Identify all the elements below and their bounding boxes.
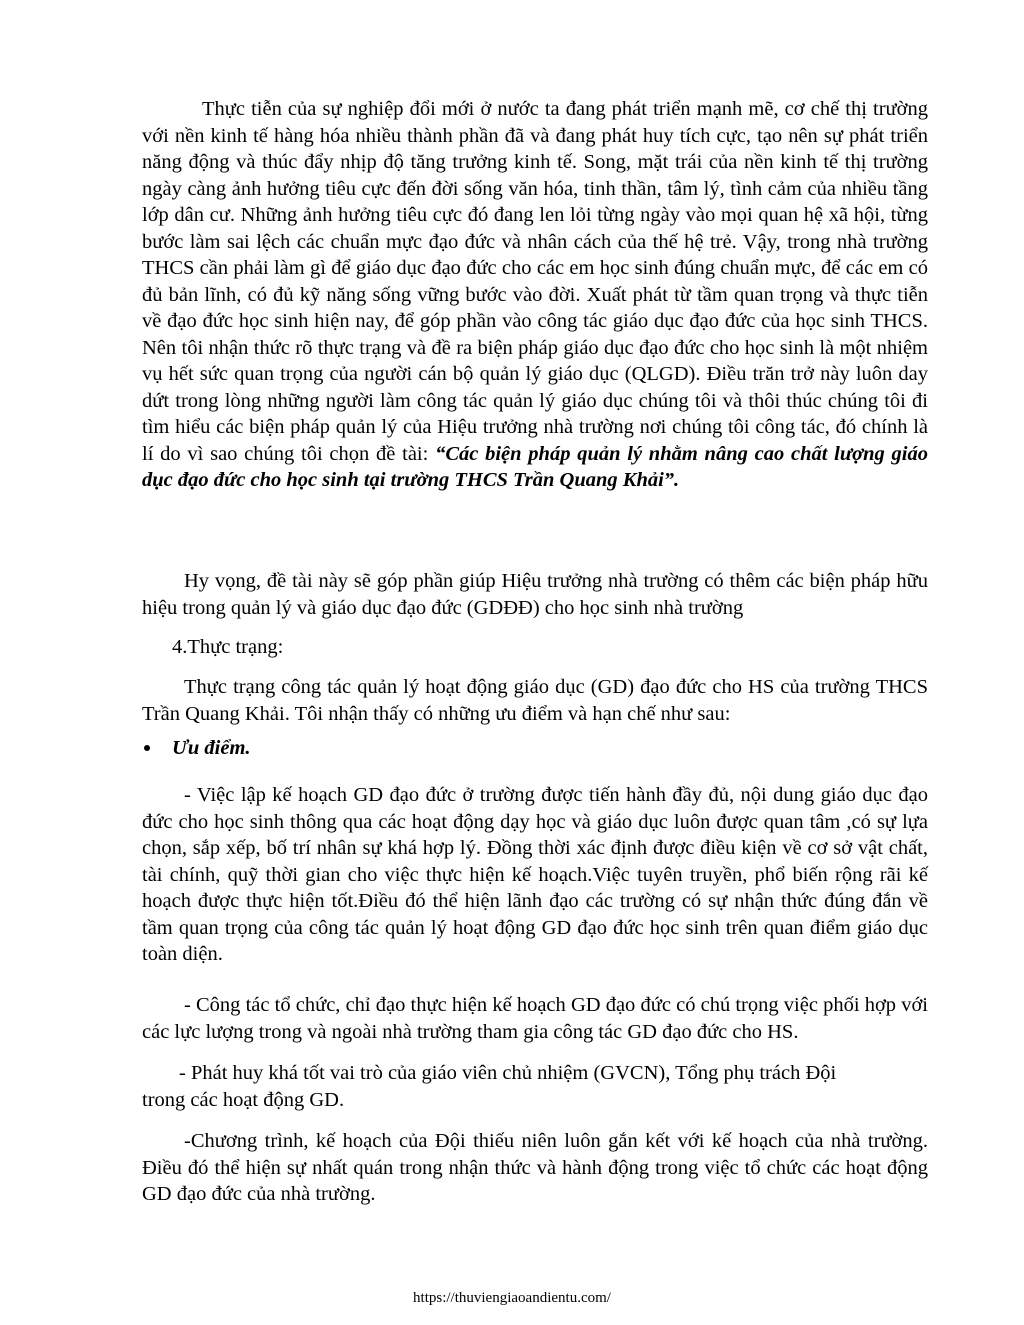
strength-homeroom-line1: - Phát huy khá tốt vai trò của giáo viên chủ nhiệm (GVCN), Tổng phụ trách Đội <box>179 1062 837 1084</box>
strength-planning-paragraph: - Việc lập kế hoạch GD đạo đức ở trường được tiến hành đầy đủ, nội dung giáo dục đạo đức cho học sinh thông qua các hoạt động dạy học và giáo dục luôn được quan tâm ,có sự lựa chọn, sắp xếp, bố trí nhân sự khá hợp lý. Đồng thời xác định được điều kiện về cơ sở vật chất, tài chính, quỹ thời gian cho việc thực hiện kế hoạch.Việc tuyên truyền, phổ biến rộng rãi kế hoạch được thực hiện tốt.Điều đó thể hiện lãnh đạo các trường có sự nhận thức đúng đắn về tầm quan trọng của công tác quản lý hoạt động GD đạo đức học sinh trên quan điểm giáo dục toàn diện. <box>142 784 928 965</box>
strengths-heading: Ưu điểm. <box>172 737 251 759</box>
hope-paragraph: Hy vọng, đề tài này sẽ góp phần giúp Hiệu trưởng nhà trường có thêm các biện pháp hữu hiệu trong quản lý và giáo dục đạo đức (GDĐĐ) cho học sinh nhà trường <box>142 570 928 619</box>
strength-youth-union-paragraph: -Chương trình, kế hoạch của Đội thiếu niên luôn gắn kết với kế hoạch của nhà trường. Điều đó thể hiện sự nhất quán trong nhận thức và hành động trong việc tổ chức các hoạt động GD đạo đức của nhà trường. <box>142 1130 928 1205</box>
footer-url[interactable]: https://thuviengiaoandientu.com/ <box>413 1290 611 1306</box>
bullet-dot-icon <box>144 745 150 751</box>
intro-text: Thực tiễn của sự nghiệp đổi mới ở nước ta đang phát triển mạnh mẽ, cơ chế thị trường với nền kinh tế hàng hóa nhiều thành phần đã và đang phát huy tích cực, tạo nên sự phát triển năng động và thúc đẩy nhịp độ tăng trưởng kinh tế. Song, mặt trái của nền kinh tế thị trường ngày càng ảnh hưởng tiêu cực đến đời sống văn hóa, tinh thần, tâm lý, tình cảm của nhiều tầng lớp dân cư. Những ảnh hưởng tiêu cực đó đang len lỏi từng ngày vào mọi quan hệ xã hội, từng bước làm sai lệch các chuẩn mực đạo đức và nhân cách của thế hệ trẻ. Vậy, trong nhà trường THCS cần phải làm gì để giáo dục đạo đức cho các em học sinh đúng chuẩn mực, để các em có đủ bản lĩnh, có đủ kỹ năng sống vững bước vào đời. Xuất phát từ tầm quan trọng và thực tiễn về đạo đức học sinh hiện nay, để góp phần vào công tác giáo dục đạo đức của học sinh THCS. Nên tôi nhận thức rõ thực trạng và đề ra biện pháp giáo dục đạo đức cho học sinh là một nhiệm vụ hết sức quan trọng của người cán bộ quản lý giáo dục (QLGD). Điều trăn trở này luôn day dứt trong lòng những người làm công tác quản lý giáo dục chúng tôi và thôi thúc chúng tôi đi tìm hiểu các biện pháp quản lý của Hiệu trưởng nhà trường nơi chúng tôi công tác, đó chính là lí do vì sao chúng tôi chọn đề tài: <box>142 98 928 465</box>
status-paragraph: Thực trạng công tác quản lý hoạt động giáo dục (GD) đạo đức cho HS của trường THCS Trần Quang Khải. Tôi nhận thấy có những ưu điểm và hạn chế như sau: <box>142 676 928 725</box>
strength-homeroom-line2: trong các hoạt động GD. <box>142 1089 345 1111</box>
topic-title: “Các biện pháp quản lý nhằm nâng cao chất lượng giáo dục đạo đức cho học sinh tại trường THCS Trần Quang Khải”. <box>142 442 928 491</box>
section-heading: 4.Thực trạng: <box>172 636 284 658</box>
strength-organization-paragraph: - Công tác tổ chức, chỉ đạo thực hiện kế hoạch GD đạo đức có chú trọng việc phối hợp với các lực lượng trong và ngoài nhà trường tham gia công tác GD đạo đức cho HS. <box>142 994 928 1043</box>
intro-paragraph <box>142 96 928 494</box>
